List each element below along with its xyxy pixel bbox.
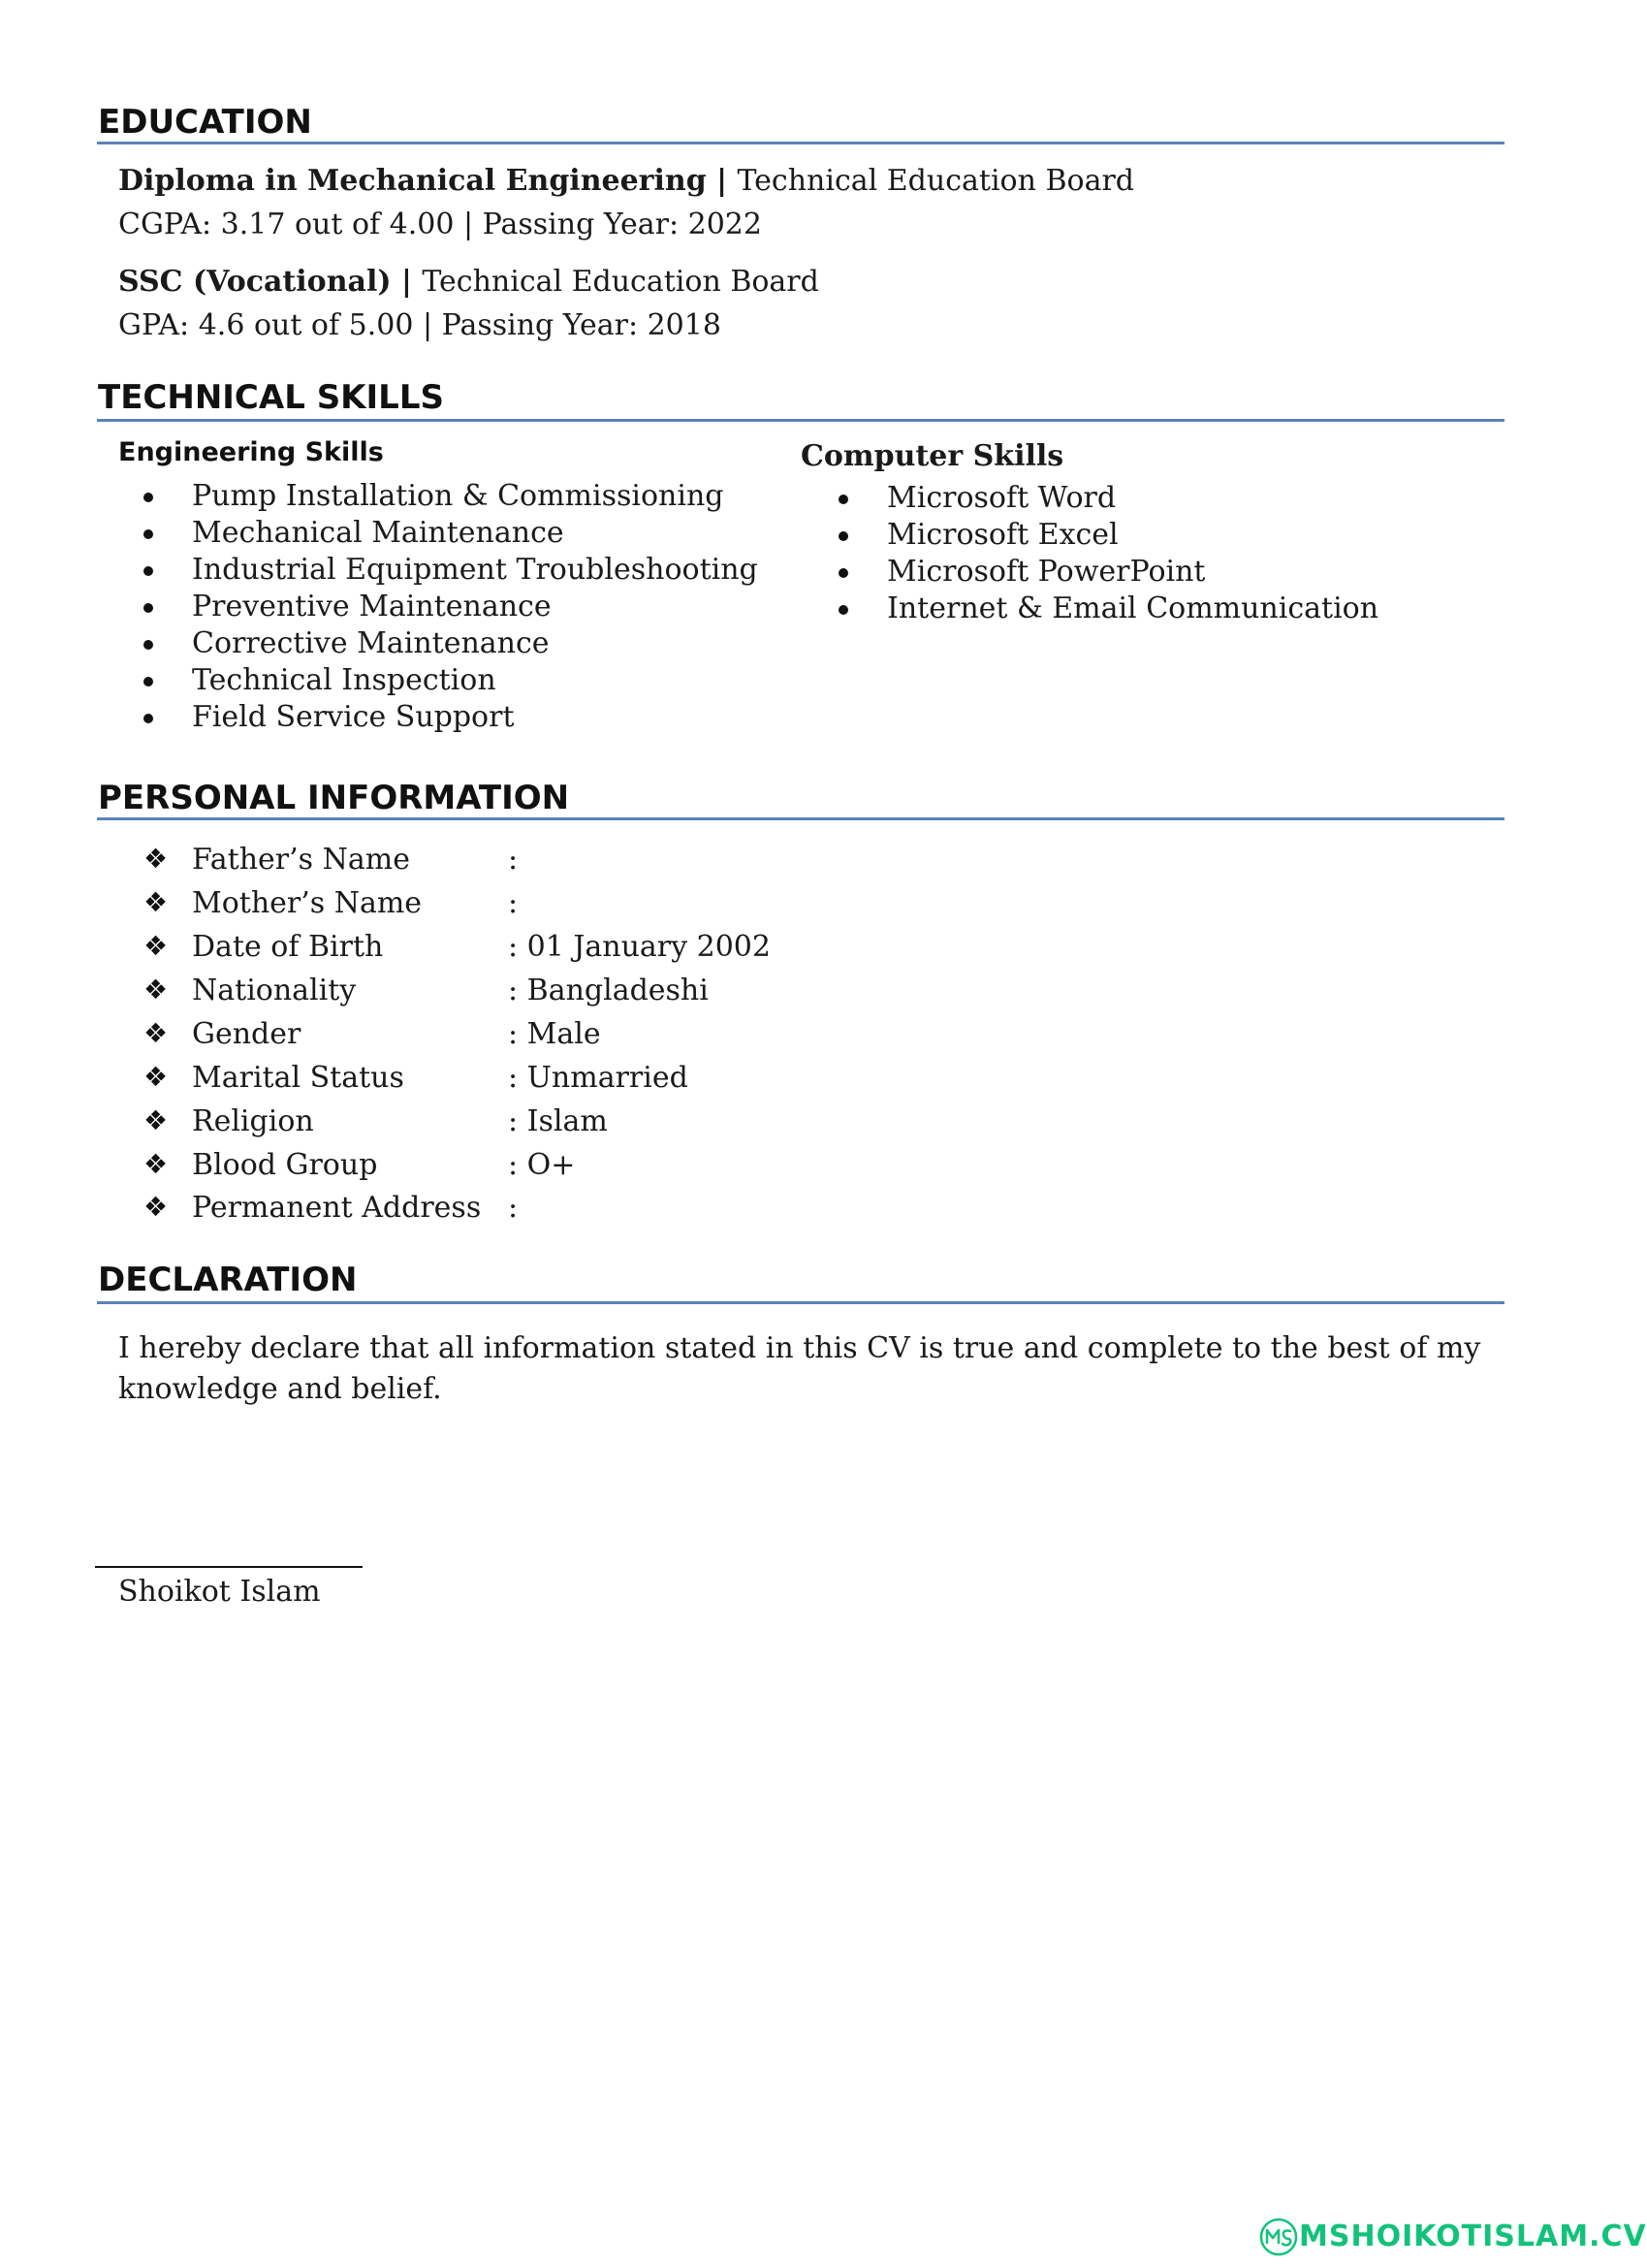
- education-degree: Diploma in Mechanical Engineering: [118, 164, 707, 198]
- info-value: : Islam: [508, 1104, 608, 1138]
- education-separator: |: [391, 265, 423, 299]
- diamond-bullet-icon: ❖: [143, 930, 169, 962]
- education-divider: [97, 142, 1504, 144]
- signature-name: Shoikot Islam: [118, 1575, 321, 1609]
- info-label: Date of Birth: [192, 930, 384, 964]
- bullet-icon: [143, 640, 153, 650]
- diamond-bullet-icon: ❖: [143, 974, 169, 1006]
- education-heading: EDUCATION: [98, 103, 312, 142]
- info-value: : Bangladeshi: [508, 974, 709, 1007]
- bullet-icon: [839, 495, 848, 504]
- info-label: Blood Group: [192, 1148, 378, 1182]
- bullet-icon: [839, 531, 848, 541]
- education-details-2: GPA: 4.6 out of 5.00 | Passing Year: 2018: [118, 308, 721, 342]
- diamond-bullet-icon: ❖: [143, 1017, 169, 1049]
- diamond-bullet-icon: ❖: [143, 1061, 169, 1093]
- list-item: Field Service Support: [192, 700, 515, 734]
- education-entry-1: [118, 164, 1134, 198]
- personal-info-heading: PERSONAL INFORMATION: [98, 779, 570, 817]
- list-item: Pump Installation & Commissioning: [192, 479, 724, 513]
- list-item: Microsoft PowerPoint: [887, 555, 1206, 589]
- diamond-bullet-icon: ❖: [143, 1148, 169, 1180]
- list-item: Mechanical Maintenance: [192, 516, 564, 550]
- info-value: : 01 January 2002: [508, 930, 771, 964]
- diamond-bullet-icon: ❖: [143, 1191, 169, 1223]
- list-item: Industrial Equipment Troubleshooting: [192, 553, 758, 587]
- info-label: Nationality: [192, 974, 357, 1007]
- education-board: Technical Education Board: [422, 265, 819, 299]
- declaration-heading: DECLARATION: [98, 1261, 358, 1299]
- declaration-divider: [97, 1301, 1504, 1304]
- education-board: Technical Education Board: [737, 164, 1134, 198]
- education-separator: |: [706, 164, 738, 198]
- diamond-bullet-icon: ❖: [143, 843, 169, 875]
- bullet-icon: [143, 714, 153, 723]
- ms-logo-icon: [1258, 2217, 1299, 2257]
- info-label: Mother’s Name: [192, 886, 423, 920]
- info-value: :: [508, 886, 519, 920]
- info-value: :: [508, 1191, 519, 1225]
- diamond-bullet-icon: ❖: [143, 886, 169, 918]
- info-value: : O+: [508, 1148, 576, 1182]
- info-label: Permanent Address: [192, 1191, 482, 1225]
- info-value: : Male: [508, 1017, 601, 1051]
- bullet-icon: [143, 493, 153, 502]
- info-label: Father’s Name: [192, 843, 410, 877]
- watermark-logo: [1258, 2217, 1647, 2257]
- computer-skills-heading: Computer Skills: [801, 439, 1064, 473]
- bullet-icon: [143, 529, 153, 539]
- skills-divider: [97, 419, 1504, 422]
- watermark-text: MSHOIKOTISLAM.CV: [1299, 2220, 1647, 2253]
- list-item: Technical Inspection: [192, 663, 496, 697]
- bullet-icon: [143, 677, 153, 687]
- education-degree: SSC (Vocational): [118, 265, 392, 299]
- list-item: Microsoft Excel: [887, 518, 1119, 552]
- declaration-text: I hereby declare that all information stated in this CV is true and complete to the best of my knowledge and belief.: [118, 1331, 1481, 1406]
- bullet-icon: [143, 566, 153, 576]
- list-item: Preventive Maintenance: [192, 590, 552, 623]
- list-item: Internet & Email Communication: [887, 591, 1379, 625]
- bullet-icon: [143, 603, 153, 613]
- engineering-skills-heading: Engineering Skills: [118, 437, 384, 467]
- personal-info-divider: [97, 817, 1504, 820]
- info-value: : Unmarried: [508, 1061, 688, 1095]
- info-value: :: [508, 843, 519, 877]
- education-details-1: CGPA: 3.17 out of 4.00 | Passing Year: 2022: [118, 208, 762, 241]
- info-label: Marital Status: [192, 1061, 404, 1095]
- info-label: Gender: [192, 1017, 301, 1051]
- list-item: Microsoft Word: [887, 481, 1117, 515]
- info-label: Religion: [192, 1104, 314, 1138]
- education-entry-2: [118, 265, 819, 299]
- skills-heading: TECHNICAL SKILLS: [98, 378, 444, 417]
- list-item: Corrective Maintenance: [192, 626, 550, 660]
- bullet-icon: [839, 568, 848, 578]
- diamond-bullet-icon: ❖: [143, 1104, 169, 1136]
- signature-line: [95, 1566, 363, 1568]
- bullet-icon: [839, 605, 848, 615]
